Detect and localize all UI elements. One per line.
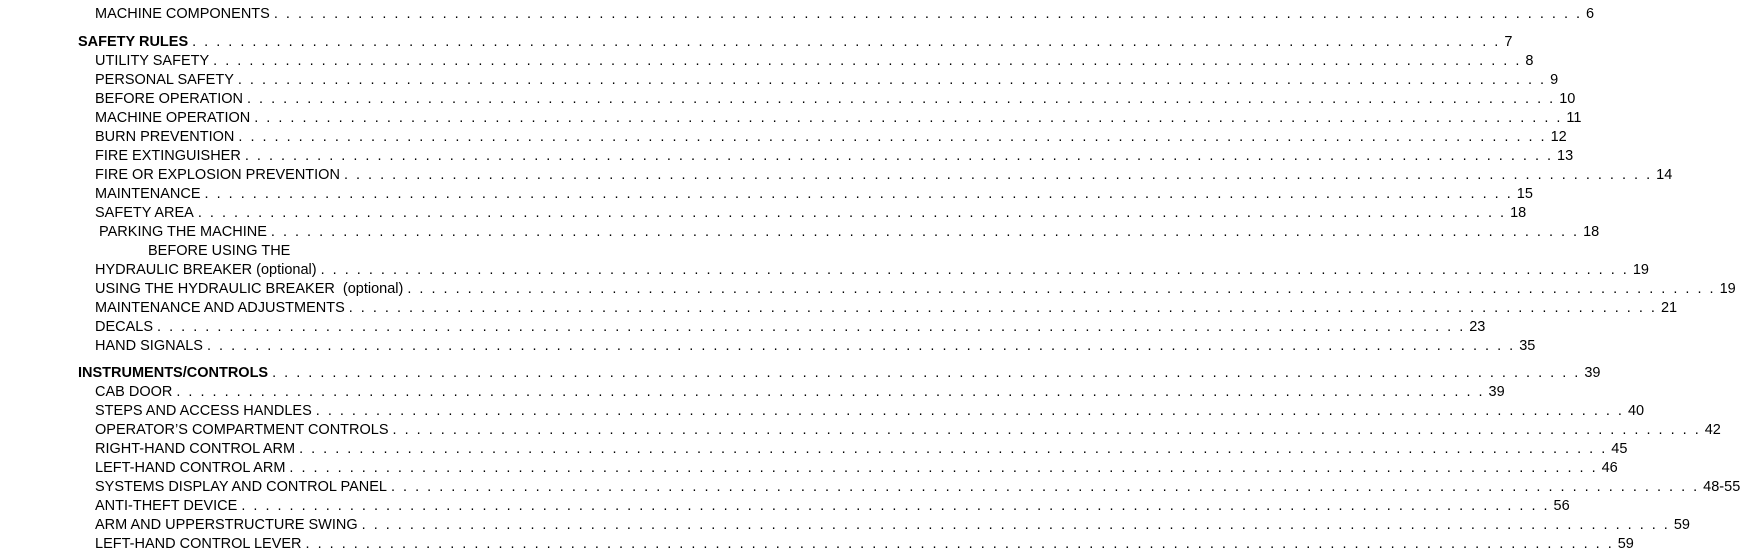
toc-entry-hand-signals[interactable] bbox=[95, 337, 1536, 356]
leader-dots bbox=[321, 261, 1629, 280]
toc-entry-label: RIGHT-HAND CONTROL ARM bbox=[95, 441, 296, 457]
toc-entry-label: MAINTENANCE bbox=[95, 186, 201, 202]
toc-entry-page: 59 bbox=[1617, 536, 1634, 552]
leader-dots bbox=[254, 109, 1562, 128]
toc-entry-hydraulic-breaker[interactable] bbox=[95, 261, 1649, 280]
toc-entry-label: PERSONAL SAFETY bbox=[95, 72, 234, 88]
toc-entry-label: LEFT-HAND CONTROL LEVER bbox=[95, 536, 302, 552]
toc-entry-page: 59 bbox=[1673, 517, 1690, 533]
toc-entry-label: ANTI-THEFT DEVICE bbox=[95, 498, 238, 514]
toc-entry-label: BURN PREVENTION bbox=[95, 129, 235, 145]
toc-entry-personal-safety[interactable] bbox=[95, 71, 1559, 90]
toc-entry-label: BEFORE USING THE bbox=[148, 243, 291, 259]
leader-dots bbox=[271, 223, 1579, 242]
leader-dots bbox=[245, 147, 1553, 166]
leader-dots bbox=[306, 535, 1614, 554]
toc-entry-label: FIRE OR EXPLOSION PREVENTION bbox=[95, 167, 340, 183]
leader-dots bbox=[272, 364, 1580, 383]
toc-entry-utility-safety[interactable] bbox=[95, 52, 1534, 71]
leader-dots bbox=[238, 71, 1546, 90]
toc-entry-label: DECALS bbox=[95, 319, 154, 335]
toc-entry-right-hand-control-arm[interactable] bbox=[95, 440, 1628, 459]
toc-entry-parking-the-machine[interactable] bbox=[95, 223, 1600, 242]
leader-dots bbox=[207, 337, 1515, 356]
toc-entry-label: SYSTEMS DISPLAY AND CONTROL PANEL bbox=[95, 479, 387, 495]
toc-entry-page: 45 bbox=[1611, 441, 1628, 457]
toc-entry-label: FIRE EXTINGUISHER bbox=[95, 148, 241, 164]
toc-entry-label: USING THE HYDRAULIC BREAKER (optional) bbox=[95, 281, 404, 297]
toc-entry-burn-prevention[interactable] bbox=[95, 128, 1567, 147]
toc-entry-page: 13 bbox=[1557, 148, 1574, 164]
leader-dots bbox=[176, 383, 1484, 402]
toc-entry-page: 40 bbox=[1627, 403, 1645, 419]
toc-entry-label: ARM AND UPPERSTRUCTURE SWING bbox=[95, 517, 358, 533]
toc-entry-label: CAB DOOR bbox=[95, 384, 173, 400]
toc-entry-label: HAND SIGNALS bbox=[95, 338, 203, 354]
leader-dots bbox=[247, 90, 1555, 109]
toc-section-label: INSTRUMENTS/CONTROLS bbox=[78, 365, 269, 381]
toc-entry-page: 48-55 bbox=[1703, 479, 1740, 495]
toc-entry-page: 19 bbox=[1719, 281, 1736, 297]
toc-entry-operators-compartment-controls[interactable] bbox=[95, 421, 1721, 440]
leader-dots bbox=[192, 33, 1500, 52]
toc-entry-arm-and-upperstructure-swing[interactable] bbox=[95, 516, 1690, 535]
toc-entry-page: 9 bbox=[1550, 72, 1559, 88]
leader-dots bbox=[407, 280, 1715, 299]
toc-entry-page: 11 bbox=[1566, 110, 1582, 126]
toc-entry-label: LEFT-HAND CONTROL ARM bbox=[95, 460, 286, 476]
toc-entry-page: 39 bbox=[1488, 384, 1505, 400]
toc-entry-before-using-header bbox=[148, 242, 642, 261]
toc-entry-page: 21 bbox=[1660, 300, 1678, 316]
toc-entry-page: 19 bbox=[1632, 262, 1649, 278]
toc-entry-using-the-hydraulic-breaker[interactable] bbox=[95, 280, 1736, 299]
leader-dots bbox=[198, 204, 1506, 223]
leader-dots bbox=[344, 166, 1652, 185]
toc-entry-machine-components[interactable] bbox=[95, 5, 1595, 24]
toc-entry-machine-operation[interactable] bbox=[95, 109, 1582, 128]
toc-section-instruments-controls[interactable] bbox=[78, 364, 1601, 383]
toc-entry-label: MAINTENANCE AND ADJUSTMENTS bbox=[95, 300, 345, 316]
toc-entry-page: 7 bbox=[1504, 34, 1513, 50]
toc-entry-page: 8 bbox=[1525, 53, 1534, 69]
leader-dots bbox=[362, 516, 1670, 535]
toc-entry-label: MACHINE COMPONENTS bbox=[95, 6, 270, 22]
leader-dots bbox=[393, 421, 1701, 440]
toc-entry-page: 42 bbox=[1704, 422, 1721, 438]
leader-dots bbox=[274, 5, 1582, 24]
toc-entry-page: 18 bbox=[1583, 224, 1600, 240]
toc-entry-page: 35 bbox=[1519, 338, 1536, 354]
toc-entry-maintenance-and-adjustments[interactable] bbox=[95, 299, 1678, 318]
toc-entry-cab-door[interactable] bbox=[95, 383, 1505, 402]
toc-entry-label: HYDRAULIC BREAKER (optional) bbox=[95, 262, 317, 278]
toc-entry-fire-extinguisher[interactable] bbox=[95, 147, 1574, 166]
toc-entry-page: 10 bbox=[1559, 91, 1576, 107]
leader-dots bbox=[205, 185, 1513, 204]
toc-entry-maintenance[interactable] bbox=[95, 185, 1533, 204]
toc-entry-label: BEFORE OPERATION bbox=[95, 91, 243, 107]
toc-entry-label: MACHINE OPERATION bbox=[95, 110, 251, 126]
toc-entry-label: SAFETY AREA bbox=[95, 205, 194, 221]
leader-dots bbox=[349, 299, 1657, 318]
toc-entry-page: 18 bbox=[1510, 205, 1527, 221]
toc-entry-page: 14 bbox=[1656, 167, 1673, 183]
toc-entry-label: PARKING THE MACHINE bbox=[95, 224, 267, 240]
leader-dots bbox=[157, 318, 1465, 337]
leader-dots bbox=[238, 128, 1546, 147]
leader-dots bbox=[299, 440, 1607, 459]
leader-dots bbox=[213, 52, 1521, 71]
toc-entry-safety-area[interactable] bbox=[95, 204, 1527, 223]
toc-entry-page: 12 bbox=[1550, 129, 1567, 145]
toc-entry-page: 46 bbox=[1601, 460, 1618, 476]
toc-entry-page: 39 bbox=[1584, 365, 1601, 381]
toc-entry-label: OPERATOR’S COMPARTMENT CONTROLS bbox=[95, 422, 389, 438]
toc-entry-systems-display-and-control-panel[interactable] bbox=[95, 478, 1740, 497]
leader-dots bbox=[241, 497, 1549, 516]
toc-section-safety-rules[interactable] bbox=[78, 33, 1513, 52]
toc-section-label: SAFETY RULES bbox=[78, 34, 189, 50]
leader-dots bbox=[289, 459, 1597, 478]
toc-entry-label: STEPS AND ACCESS HANDLES bbox=[95, 403, 312, 419]
toc-entry-fire-or-explosion-prevention[interactable] bbox=[95, 166, 1673, 185]
toc-entry-before-operation[interactable] bbox=[95, 90, 1576, 109]
leader-dots bbox=[316, 402, 1624, 421]
toc-entry-anti-theft-device[interactable] bbox=[95, 497, 1570, 516]
toc-entry-label: UTILITY SAFETY bbox=[95, 53, 210, 69]
toc-entry-page: 23 bbox=[1469, 319, 1486, 335]
toc-entry-page: 6 bbox=[1586, 6, 1595, 22]
toc-entry-page: 56 bbox=[1553, 498, 1570, 514]
toc-entry-decals[interactable] bbox=[95, 318, 1486, 337]
toc-entry-page: 15 bbox=[1516, 186, 1533, 202]
toc-entry-left-hand-control-lever[interactable] bbox=[95, 535, 1634, 552]
toc-entry-steps-and-access-handles[interactable] bbox=[95, 402, 1645, 421]
toc-entry-left-hand-control-arm[interactable] bbox=[95, 459, 1618, 478]
leader-dots bbox=[391, 478, 1699, 497]
